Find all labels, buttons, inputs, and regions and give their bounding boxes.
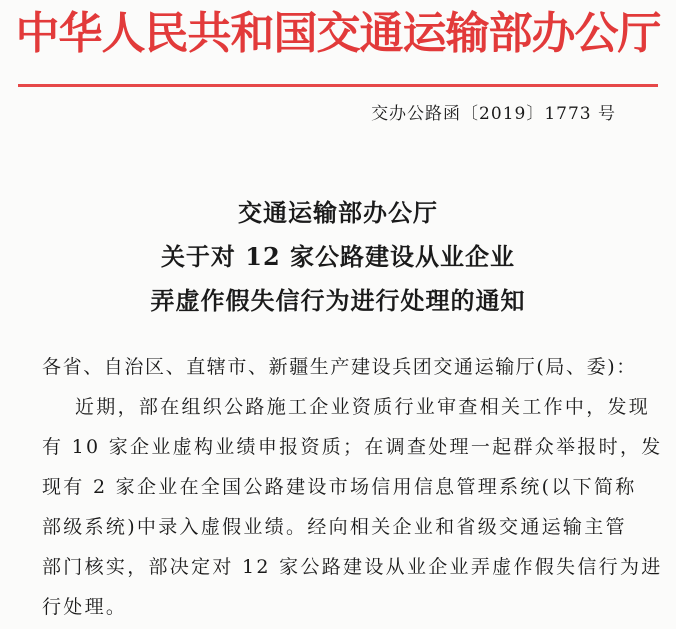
title-line-2: 关于对 12 家公路建设从业企业 [160, 242, 516, 271]
body-line: 行处理。 [42, 596, 128, 618]
issuing-authority-header: 中华人民共和国交通运输部办公厅 [15, 8, 661, 59]
red-divider-line [18, 84, 658, 87]
document-number: 交办公路函〔2019〕1773 号 [371, 104, 616, 124]
title-line-3: 弄虚作假失信行为进行处理的通知 [150, 286, 526, 315]
body-line: 有 10 家企业虚构业绩申报资质；在调查处理一起群众举报时，发 [42, 436, 663, 458]
body-line: 近期，部在组织公路施工企业资质行业审查相关工作中，发现 [75, 396, 651, 418]
body-line: 部门核实，部决定对 12 家公路建设从业企业弄虚作假失信行为进 [42, 556, 663, 578]
body-line: 部级系统)中录入虚假业绩。经向相关企业和省级交通运输主管 [42, 516, 627, 538]
body-line: 现有 2 家企业在全国公路建设市场信用信息管理系统(以下简称 [42, 476, 637, 498]
title-line-1: 交通运输部办公厅 [238, 198, 438, 227]
salutation: 各省、自治区、直辖市、新疆生产建设兵团交通运输厅(局、委)： [42, 356, 637, 378]
